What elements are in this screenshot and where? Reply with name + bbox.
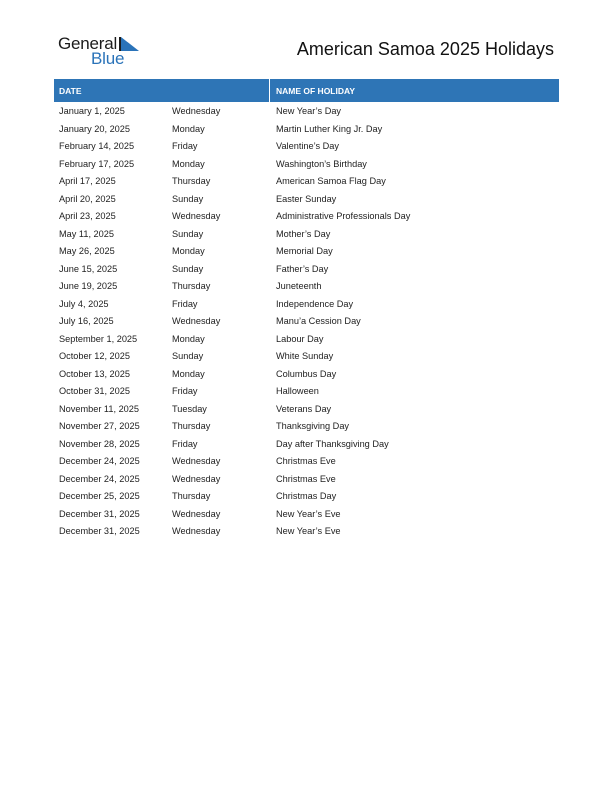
holiday-date: September 1, 2025 xyxy=(59,333,138,344)
holiday-date: November 27, 2025 xyxy=(59,421,140,431)
table-row xyxy=(54,207,559,225)
holiday-date: October 12, 2025 xyxy=(59,351,130,361)
holiday-name: New Year’s Eve xyxy=(276,508,341,519)
table-row xyxy=(54,330,559,348)
holiday-weekday: Friday xyxy=(172,298,198,309)
holiday-name: Memorial Day xyxy=(276,246,333,256)
table-row xyxy=(54,452,559,470)
holiday-name: Administrative Professionals Day xyxy=(276,211,411,221)
holiday-weekday: Monday xyxy=(172,333,205,344)
holiday-weekday: Wednesday xyxy=(172,508,221,519)
column-header-date: DATE xyxy=(59,86,82,96)
holiday-date: July 4, 2025 xyxy=(59,298,109,309)
holiday-name: Martin Luther King Jr. Day xyxy=(276,123,383,134)
holiday-date: May 11, 2025 xyxy=(59,228,114,239)
holiday-name: Juneteenth xyxy=(276,281,322,291)
table-row xyxy=(54,470,559,488)
holiday-weekday: Wednesday xyxy=(172,526,221,536)
holiday-name: Christmas Day xyxy=(276,491,337,501)
holiday-name: Mother’s Day xyxy=(276,228,331,239)
holiday-date: February 14, 2025 xyxy=(59,141,135,151)
holiday-weekday: Monday xyxy=(172,246,205,256)
holiday-weekday: Thursday xyxy=(172,176,211,186)
holiday-weekday: Wednesday xyxy=(172,106,221,116)
table-row xyxy=(54,225,559,243)
generalblue-logo xyxy=(58,34,148,68)
table-row xyxy=(54,120,559,138)
holiday-name: New Year’s Day xyxy=(276,106,342,116)
logo-text-blue: Blue xyxy=(91,49,125,68)
table-row xyxy=(54,400,559,418)
table-row xyxy=(54,155,559,173)
table-row xyxy=(54,295,559,313)
column-divider xyxy=(269,79,270,102)
holiday-weekday: Monday xyxy=(172,368,205,379)
table-row xyxy=(54,172,559,190)
table-body xyxy=(54,102,559,540)
holiday-name: Halloween xyxy=(276,386,319,396)
holiday-date: January 20, 2025 xyxy=(59,123,131,134)
table-row xyxy=(54,347,559,365)
holiday-name: Labour Day xyxy=(276,333,324,344)
holiday-date: November 28, 2025 xyxy=(59,438,140,449)
holiday-name: American Samoa Flag Day xyxy=(276,176,386,186)
holiday-weekday: Friday xyxy=(172,141,198,151)
holiday-weekday: Sunday xyxy=(172,263,204,274)
holiday-name: Independence Day xyxy=(276,298,354,309)
table-row xyxy=(54,487,559,505)
holiday-date: October 31, 2025 xyxy=(59,386,130,396)
logo-text-general: General xyxy=(58,34,118,53)
holiday-name: Washington’s Birthday xyxy=(276,158,367,169)
holiday-weekday: Monday xyxy=(172,123,205,134)
holiday-weekday: Thursday xyxy=(172,491,211,501)
holiday-name: Easter Sunday xyxy=(276,193,337,204)
holiday-date: April 20, 2025 xyxy=(59,193,116,204)
table-row xyxy=(54,277,559,295)
holiday-name: Day after Thanksgiving Day xyxy=(276,438,389,449)
holiday-date: April 17, 2025 xyxy=(59,176,116,186)
holiday-name: Christmas Eve xyxy=(276,473,336,484)
holiday-date: February 17, 2025 xyxy=(59,158,135,169)
holiday-name: New Year’s Eve xyxy=(276,526,341,536)
holiday-weekday: Tuesday xyxy=(172,403,207,414)
table-row xyxy=(54,435,559,453)
holiday-date: December 24, 2025 xyxy=(59,473,140,484)
table-row xyxy=(54,260,559,278)
holiday-name: White Sunday xyxy=(276,351,334,361)
holiday-weekday: Wednesday xyxy=(172,456,221,466)
holiday-weekday: Friday xyxy=(172,438,198,449)
table-row xyxy=(54,365,559,383)
table-row xyxy=(54,505,559,523)
holiday-date: June 15, 2025 xyxy=(59,263,118,274)
holiday-date: January 1, 2025 xyxy=(59,106,125,116)
holiday-name: Manu’a Cession Day xyxy=(276,316,361,326)
holiday-date: November 11, 2025 xyxy=(59,403,140,414)
holiday-name: Thanksgiving Day xyxy=(276,421,350,431)
table-row xyxy=(54,417,559,435)
holiday-weekday: Sunday xyxy=(172,351,204,361)
holiday-date: October 13, 2025 xyxy=(59,368,130,379)
table-row xyxy=(54,102,559,120)
holiday-date: June 19, 2025 xyxy=(59,281,118,291)
holiday-weekday: Thursday xyxy=(172,281,211,291)
holiday-weekday: Friday xyxy=(172,386,198,396)
holiday-date: December 31, 2025 xyxy=(59,508,140,519)
holiday-date: December 25, 2025 xyxy=(59,491,140,501)
holiday-date: December 24, 2025 xyxy=(59,456,140,466)
table-row xyxy=(54,137,559,155)
table-header xyxy=(54,79,559,102)
holiday-weekday: Wednesday xyxy=(172,473,221,484)
holiday-name: Father’s Day xyxy=(276,263,329,274)
column-header-holiday: NAME OF HOLIDAY xyxy=(276,86,356,96)
holiday-weekday: Thursday xyxy=(172,421,211,431)
table-row xyxy=(54,522,559,540)
holiday-date: July 16, 2025 xyxy=(59,316,114,326)
holiday-name: Valentine’s Day xyxy=(276,141,339,151)
holiday-name: Christmas Eve xyxy=(276,456,336,466)
table-row xyxy=(54,382,559,400)
holiday-weekday: Wednesday xyxy=(172,211,221,221)
holiday-weekday: Sunday xyxy=(172,193,204,204)
holiday-date: April 23, 2025 xyxy=(59,211,116,221)
table-row xyxy=(54,242,559,260)
holiday-date: May 26, 2025 xyxy=(59,246,115,256)
holiday-date: December 31, 2025 xyxy=(59,526,140,536)
table-row xyxy=(54,312,559,330)
holiday-weekday: Sunday xyxy=(172,228,204,239)
holiday-weekday: Wednesday xyxy=(172,316,221,326)
holiday-name: Veterans Day xyxy=(276,403,332,414)
page-title: American Samoa 2025 Holidays xyxy=(296,39,554,59)
table-row xyxy=(54,190,559,208)
holiday-name: Columbus Day xyxy=(276,368,337,379)
holiday-table xyxy=(54,79,559,540)
holiday-weekday: Monday xyxy=(172,158,205,169)
